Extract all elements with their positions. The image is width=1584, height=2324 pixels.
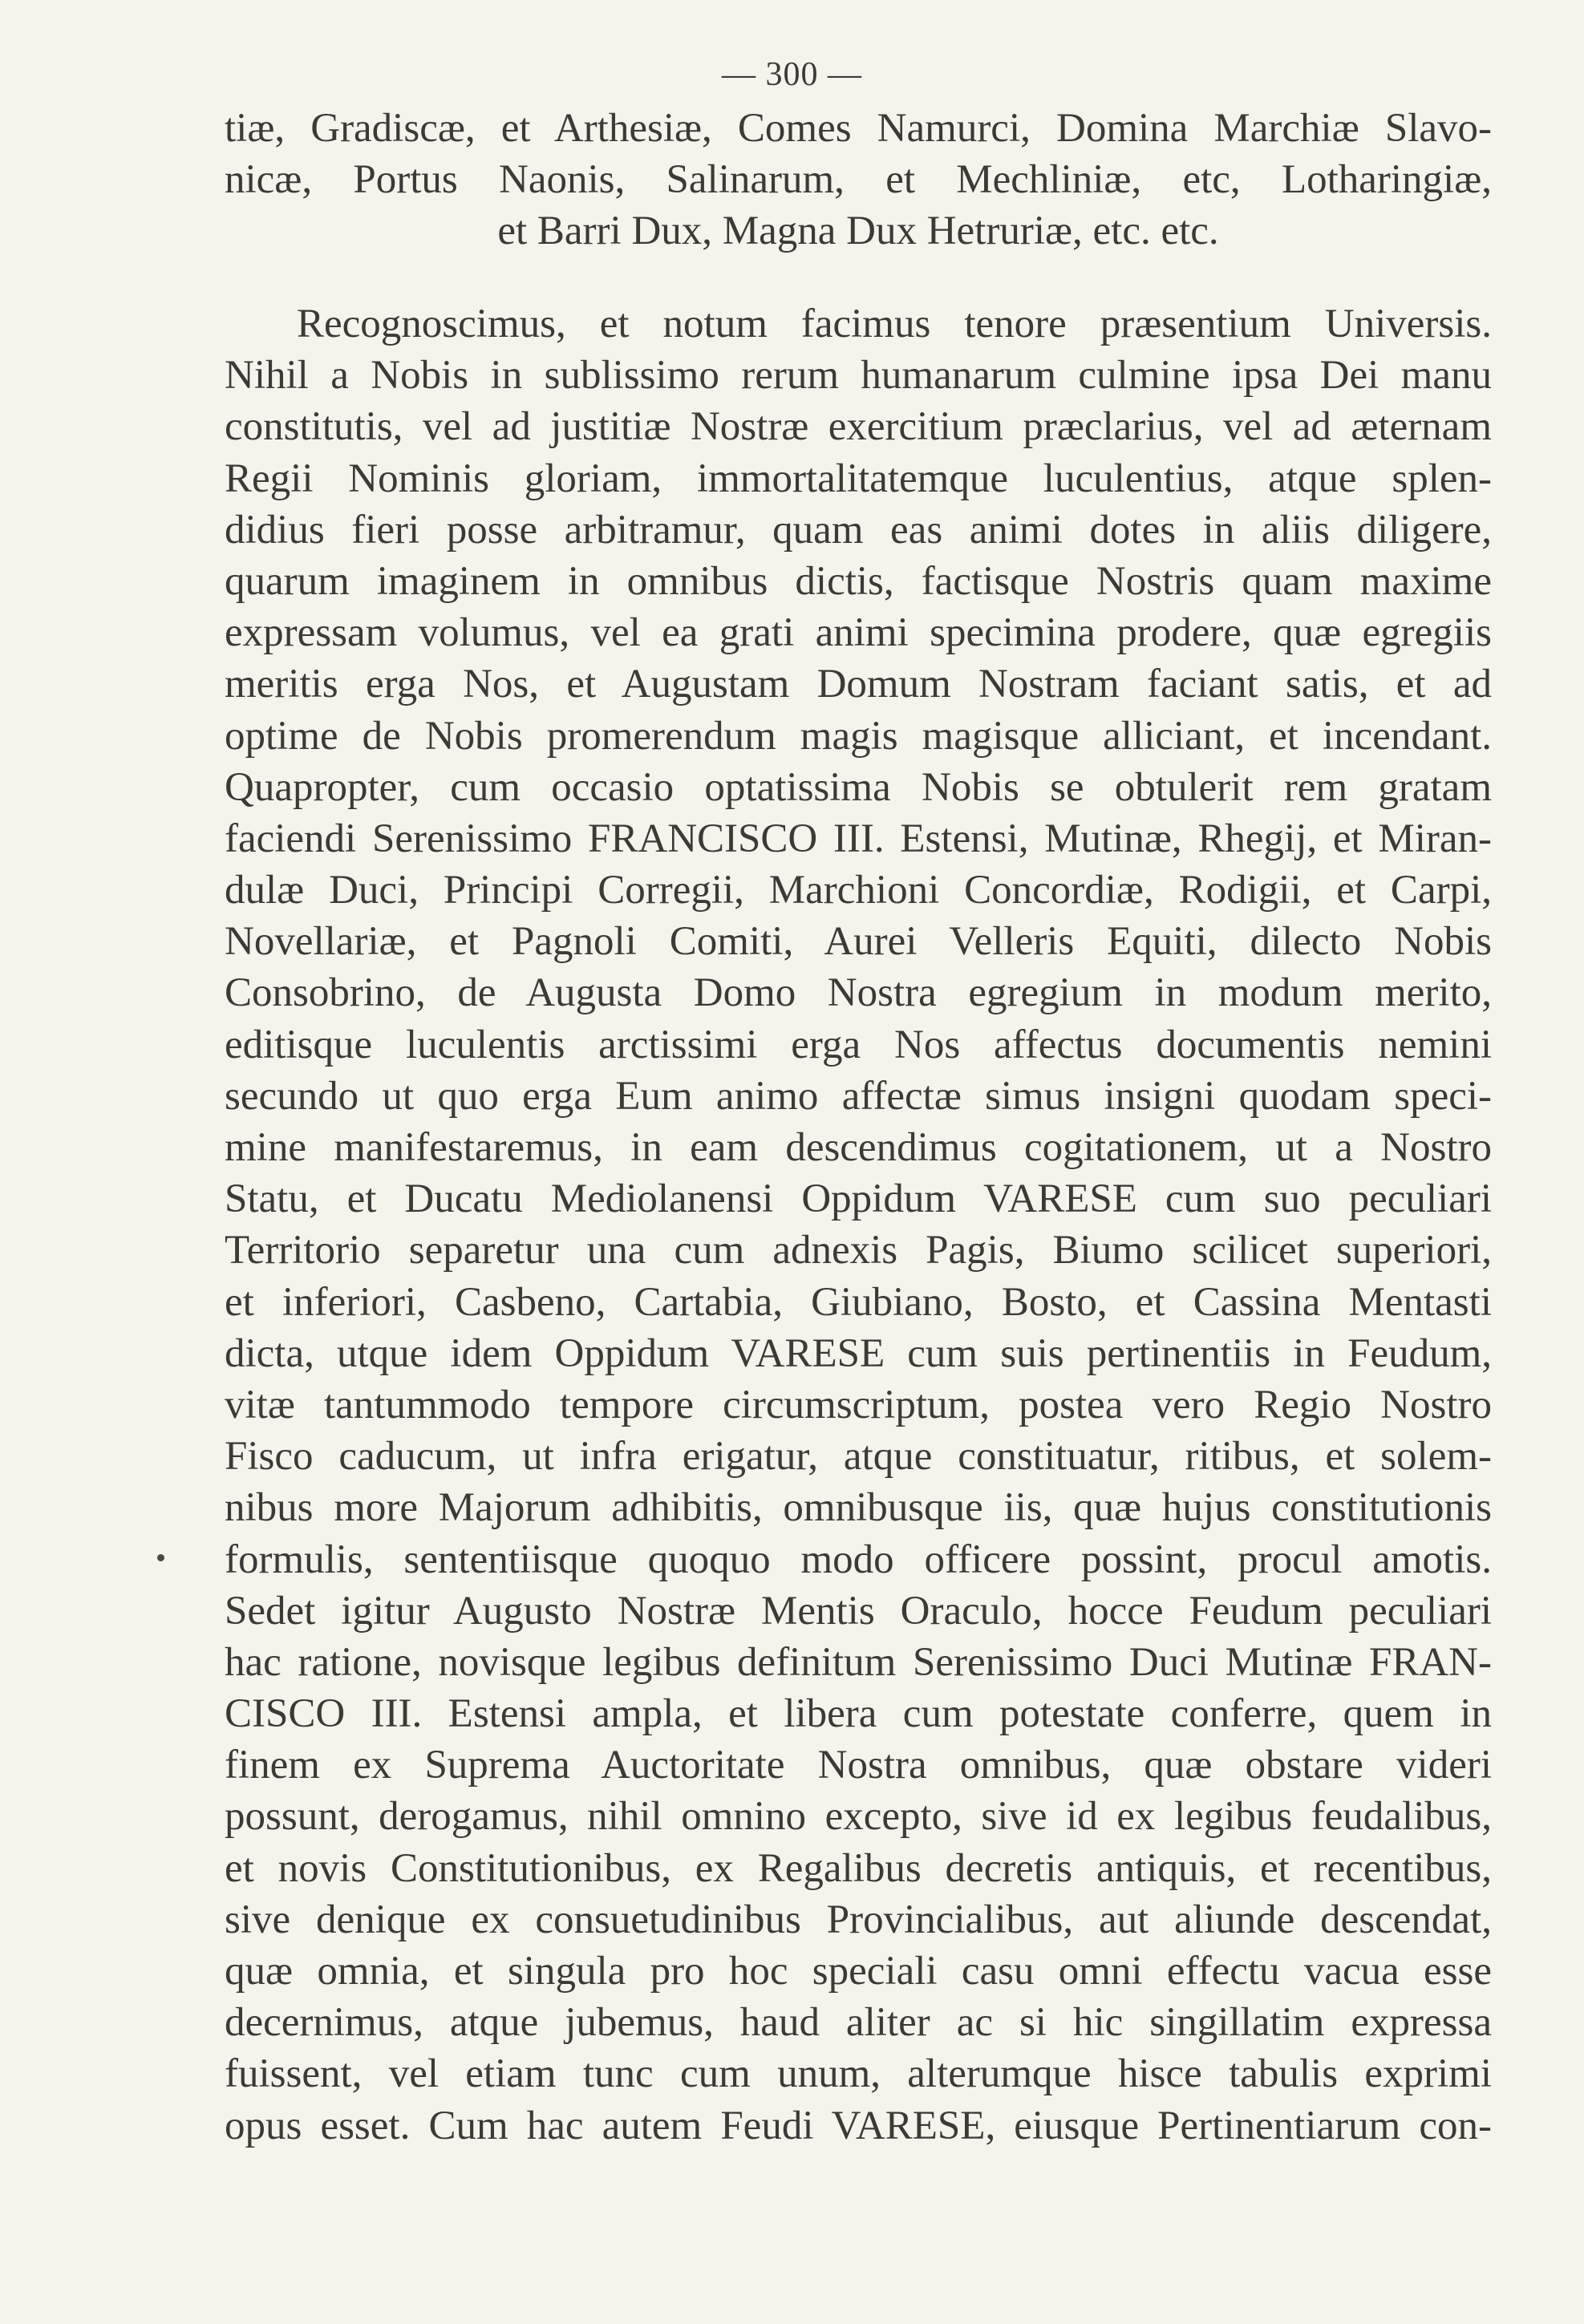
text-line: decernimus, atque jubemus, haud aliter ac si hic singillatim expressa: [225, 2000, 1492, 2046]
text-line: dulæ Duci, Principi Corregii, Marchioni Concordiæ, Rodigii, et Carpi,: [225, 868, 1492, 913]
text-line: Regii Nominis gloriam, immortalitatemque luculentius, atque splen-: [225, 455, 1492, 501]
text-line: possunt, derogamus, nihil omnino excepto, sive id ex legibus feudalibus,: [225, 1794, 1492, 1840]
text-line: Consobrino, de Augusta Domo Nostra egregium in modum merito,: [225, 970, 1492, 1016]
text-line: secundo ut quo erga Eum animo affectæ simus insigni quodam speci-: [225, 1073, 1492, 1119]
text-line: Territorio separetur una cum adnexis Pagis, Biumo scilicet superiori,: [225, 1228, 1492, 1273]
text-line: finem ex Suprema Auctoritate Nostra omnibus, quæ obstare videri: [225, 1743, 1492, 1788]
text-line: didius fieri posse arbitramur, quam eas animi dotes in aliis diligere,: [225, 507, 1492, 553]
text-line: hac ratione, novisque legibus definitum Serenissimo Duci Mutinæ FRAN-: [225, 1639, 1492, 1685]
text-line: opus esset. Cum hac autem Feudi VARESE, eiusque Pertinentiarum con-: [225, 2103, 1492, 2148]
text-line: constitutis, vel ad justitiæ Nostræ exercitium præclarius, vel ad æternam: [225, 404, 1492, 450]
body-paragraph: [225, 298, 1492, 2152]
text-line: vitæ tantummodo tempore circumscriptum, postea vero Regio Nostro: [225, 1382, 1492, 1427]
page-number: — 300 —: [722, 56, 862, 93]
text-line: quarum imaginem in omnibus dictis, factisque Nostris quam maxime: [225, 558, 1492, 604]
margin-dot: [157, 1554, 164, 1561]
text-line: Nihil a Nobis in sublissimo rerum humanarum culmine ipsa Dei manu: [225, 353, 1492, 399]
continuation-paragraph: [225, 103, 1492, 257]
text-line: mine manifestaremus, in eam descendimus cogitationem, ut a Nostro: [225, 1125, 1492, 1170]
text-line: et inferiori, Casbeno, Cartabia, Giubiano, Bosto, et Cassina Mentasti: [225, 1279, 1492, 1325]
text-line: Statu, et Ducatu Mediolanensi Oppidum VARESE cum suo peculiari: [225, 1176, 1492, 1222]
text-line: Novellariæ, et Pagnoli Comiti, Aurei Velleris Equiti, dilecto Nobis: [225, 919, 1492, 965]
text-line: nicæ, Portus Naonis, Salinarum, et Mechliniæ, etc, Lotharingiæ,: [225, 157, 1492, 202]
text-line: formulis, sententiisque quoquo modo officere possint, procul amotis.: [225, 1537, 1492, 1582]
text-line: et Barri Dux, Magna Dux Hetruriæ, etc. etc.: [497, 209, 1219, 253]
text-line: nibus more Majorum adhibitis, omnibusque iis, quæ hujus constitutionis: [225, 1485, 1492, 1531]
text-line: meritis erga Nos, et Augustam Domum Nostram faciant satis, et ad: [225, 662, 1492, 707]
text-line: fuissent, vel etiam tunc cum unum, alterumque hisce tabulis exprimi: [225, 2051, 1492, 2097]
text-line: sive denique ex consuetudinibus Provincialibus, aut aliunde descendat,: [225, 1897, 1492, 1942]
text-line: faciendi Serenissimo FRANCISCO III. Estensi, Mutinæ, Rhegij, et Miran-: [225, 816, 1492, 861]
text-line: CISCO III. Estensi ampla, et libera cum potestate conferre, quem in: [225, 1691, 1492, 1737]
text-line: tiæ, Gradiscæ, et Arthesiæ, Comes Namurci, Domina Marchiæ Slavo-: [225, 106, 1492, 151]
text-line: Recognoscimus, et notum facimus tenore præsentium Universis.: [297, 302, 1492, 346]
text-line: dicta, utque idem Oppidum VARESE cum suis pertinentiis in Feudum,: [225, 1330, 1492, 1376]
text-line: expressam volumus, vel ea grati animi specimina prodere, quæ egregiis: [225, 610, 1492, 656]
text-line: et novis Constitutionibus, ex Regalibus decretis antiquis, et recentibus,: [225, 1845, 1492, 1891]
text-line: Sedet igitur Augusto Nostræ Mentis Oraculo, hocce Feudum peculiari: [225, 1588, 1492, 1634]
text-line: Quapropter, cum occasio optatissima Nobis se obtulerit rem gratam: [225, 764, 1492, 810]
text-line: editisque luculentis arctissimi erga Nos affectus documentis nemini: [225, 1022, 1492, 1067]
text-line: quæ omnia, et singula pro hoc speciali casu omni effectu vacua esse: [225, 1949, 1492, 1994]
text-line: optime de Nobis promerendum magis magisque alliciant, et incendant.: [225, 713, 1492, 759]
text-line: Fisco caducum, ut infra erigatur, atque constituatur, ritibus, et solem-: [225, 1434, 1492, 1480]
